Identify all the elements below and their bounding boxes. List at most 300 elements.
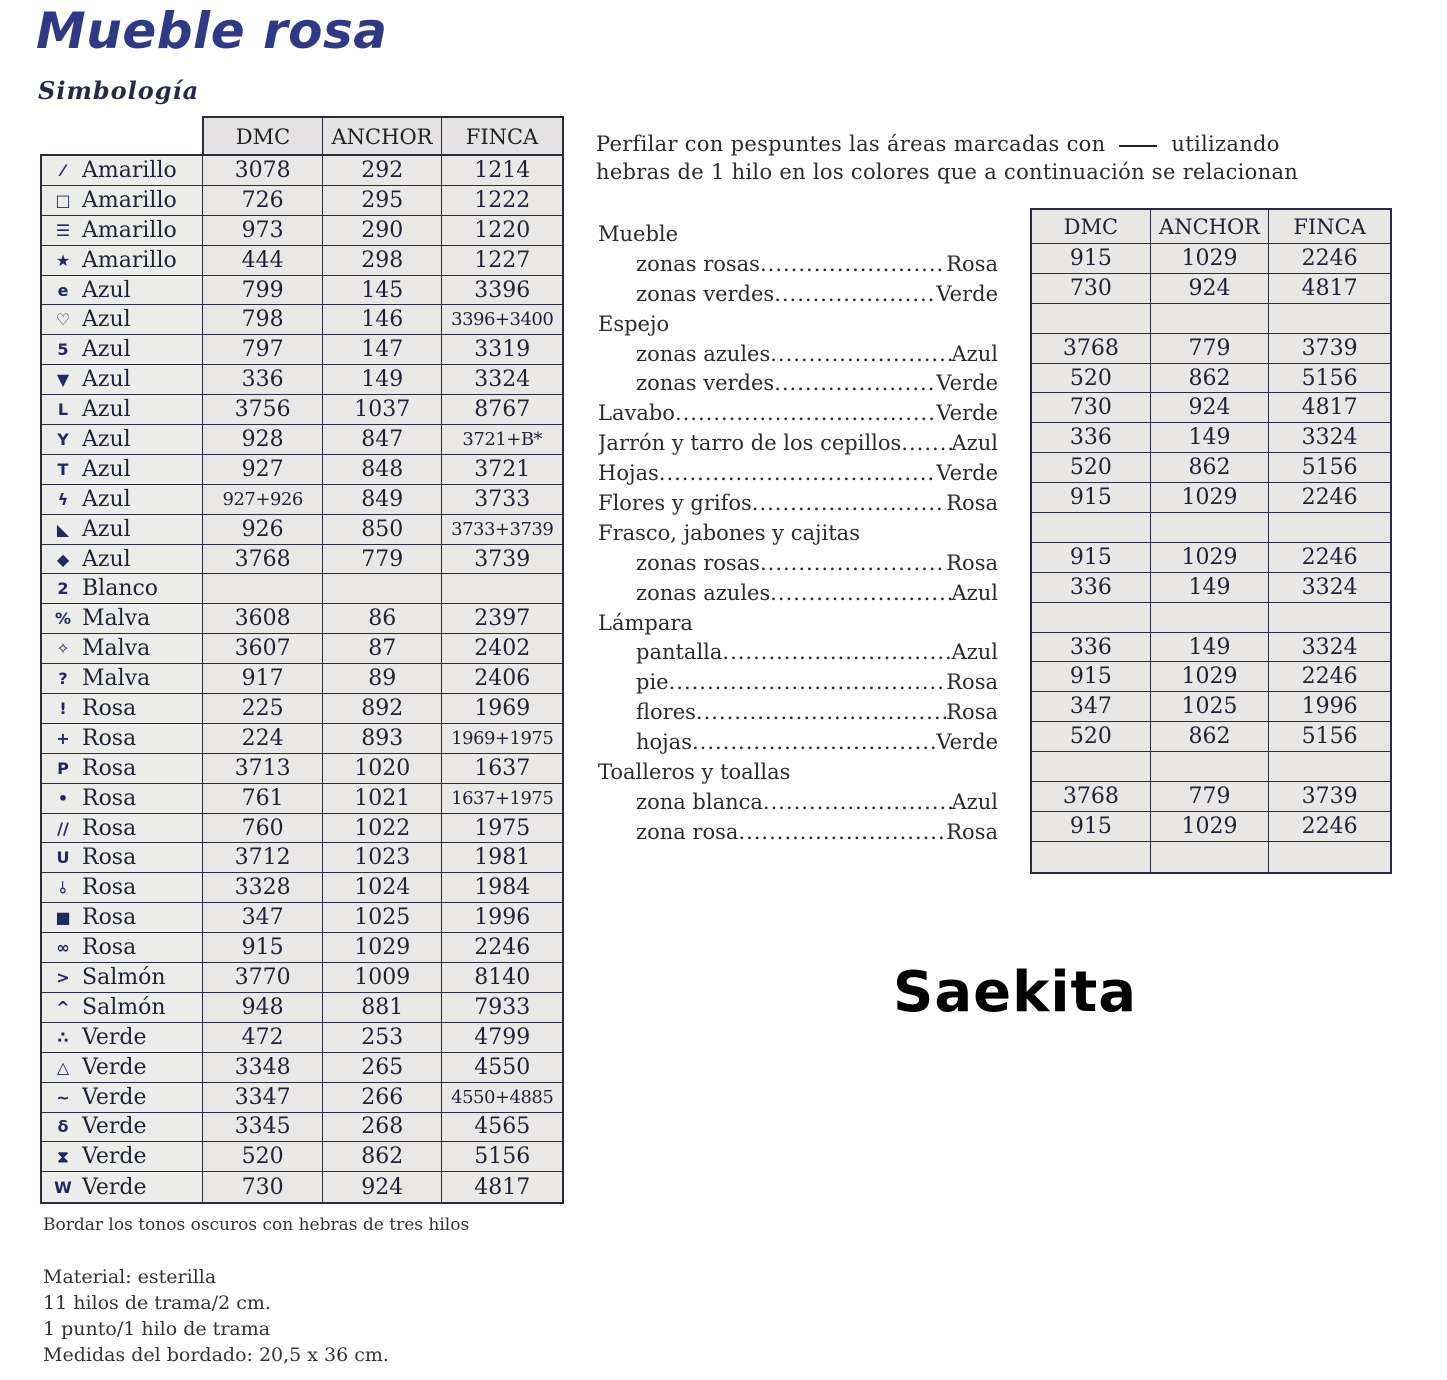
part-name: Flores y grifos [598,491,752,516]
table-row [1032,573,1390,603]
finca-cell: 5156 [1301,365,1358,391]
table-row [1032,812,1390,842]
anchor-cell: 1029 [323,933,443,962]
finca-cell: 5156 [1301,724,1358,750]
symbol-label [42,754,203,783]
dmc-cell: 3078 [203,156,323,185]
finca-cell: 2402 [442,634,562,663]
finca-cell: 1975 [442,814,562,843]
anchor-cell [1151,752,1270,781]
symbol-label [42,395,203,424]
symbol-label [42,1172,203,1202]
intro-text-b: utilizando [1171,132,1280,156]
anchor-cell: 89 [323,664,443,693]
part-name: zonas rosas [636,251,760,276]
table-row [1032,692,1390,722]
anchor-cell: 1020 [323,754,443,783]
table-row [42,246,562,276]
finca-cell: 1222 [442,186,562,215]
table-row [42,664,562,694]
leader-dots [696,698,946,728]
table-row [42,216,562,246]
leader-dots [770,340,951,370]
part-color: Rosa [946,550,998,575]
part-name: zona rosa [636,819,739,844]
color-table-header [1032,210,1390,244]
dmc-cell: 3756 [203,395,323,424]
dmc-cell: 915 [203,933,323,962]
color-name: Malva [82,636,151,662]
table-row [1032,603,1390,633]
dmc-cell: 917 [203,664,323,693]
anchor-cell: 849 [323,485,443,514]
finca-cell: 2246 [1301,485,1358,511]
header-dmc: DMC [204,118,323,154]
list-item [598,519,998,549]
color-table-body [1032,244,1390,872]
symbol-label [42,335,203,364]
list-item [598,818,998,848]
color-name: Verde [82,1174,147,1200]
dmc-cell: 336 [1032,573,1151,602]
anchor-cell [1151,842,1270,872]
anchor-cell: 924 [1151,274,1270,303]
letter-y-icon: Y [57,429,69,449]
table-row [42,425,562,455]
color-name: Salmón [82,994,166,1020]
dmc-cell: 798 [203,305,323,334]
dmc-cell: 3347 [203,1083,323,1112]
list-item [598,459,998,489]
finca-cell: 8140 [442,963,562,992]
anchor-cell: 893 [323,724,443,753]
notes [43,1217,469,1368]
leader-dots [760,549,946,579]
finca-cell: 2406 [442,664,562,693]
table-row [1032,543,1390,573]
dmc-cell: 336 [203,365,323,394]
digit-2-icon: 2 [57,579,69,599]
anchor-cell: 779 [323,545,443,574]
part-group: Espejo [598,311,670,336]
symbol-label [42,156,203,185]
dmc-cell: 520 [203,1142,323,1171]
list-item [598,728,998,758]
digit-5-icon: 5 [57,340,69,360]
part-name: Lavabo [598,401,675,426]
symbol-label [42,604,203,633]
infinity-icon: ∞ [56,938,70,958]
color-name: Amarillo [82,247,177,273]
slash-icon: ⁄ [61,160,65,180]
dmc-cell: 3608 [203,604,323,633]
finca-cell: 3324 [1301,425,1358,451]
triangle-outline-icon: △ [56,1057,70,1077]
part-color: Azul [951,789,998,814]
header-dmc: DMC [1032,210,1151,243]
finca-cell: 4817 [1301,275,1358,301]
lightning-icon: ϟ [57,489,69,509]
symbol-table-header [202,116,564,154]
finca-cell: 3739 [1301,784,1358,810]
color-name: Azul [82,277,131,303]
dmc-cell: 927 [203,455,323,484]
finca-cell: 1227 [442,246,562,275]
table-row [42,485,562,515]
color-name: Azul [82,456,131,482]
finca-cell: 1220 [442,216,562,245]
finca-cell: 3733 [442,485,562,514]
dmc-cell: 472 [203,1023,323,1052]
exclamation-icon: ! [59,698,67,718]
finca-cell: 4817 [442,1172,562,1202]
anchor-cell: 1024 [323,873,443,902]
filled-square-icon: ■ [55,908,71,928]
diamond-icon: ◆ [56,549,70,569]
table-row [42,993,562,1023]
anchor-cell: 1022 [323,814,443,843]
table-row [1032,842,1390,872]
note-stitch: 1 punto/1 hilo de trama [43,1318,271,1340]
finca-cell: 3396 [442,276,562,305]
part-name: zonas azules [636,580,771,605]
anchor-cell: 265 [323,1053,443,1082]
note-size: Medidas del bordado: 20,5 x 36 cm. [43,1344,389,1366]
table-row [1032,662,1390,692]
anchor-cell: 1029 [1151,662,1270,691]
symbol-label [42,455,203,484]
color-name: Azul [82,397,131,423]
header-finca: FINCA [1293,215,1366,239]
finca-cell [1269,842,1390,872]
finca-cell [1269,304,1390,333]
caret-up-icon: ^ [56,997,70,1017]
anchor-cell: 862 [1151,364,1270,393]
part-group: Mueble [598,222,679,246]
anchor-cell: 149 [1151,423,1270,452]
part-name: zonas verdes [636,281,775,306]
list-item [598,340,998,370]
dmc-cell: 799 [203,276,323,305]
anchor-cell: 1023 [323,843,443,872]
symbol-label [42,694,203,723]
table-row [42,305,562,335]
dmc-cell: 948 [203,993,323,1022]
dmc-cell: 224 [203,724,323,753]
list-item [598,250,998,280]
color-name: Azul [82,546,131,572]
heart-outline-icon: ♡ [55,310,71,330]
header-anchor: ANCHOR [323,118,442,154]
intro-text-a: Perfilar con pespuntes las áreas marcadas con [596,132,1106,156]
symbol-label [42,1053,203,1082]
dmc-cell [1032,842,1151,872]
finca-cell: 3396+3400 [442,305,562,334]
finca-cell [442,574,562,603]
finca-cell: 4550+4885 [442,1083,562,1112]
dmc-cell [1032,752,1151,781]
table-row [1032,633,1390,663]
dmc-cell [1032,603,1151,632]
dmc-cell: 797 [203,335,323,364]
dmc-cell: 3770 [203,963,323,992]
symbol-label [42,993,203,1022]
anchor-cell: 850 [323,515,443,544]
color-name: Verde [82,1114,147,1140]
anchor-cell: 848 [323,455,443,484]
part-color: Azul [951,640,998,665]
plus-icon: + [56,728,70,748]
symbol-label [42,814,203,843]
dmc-cell: 915 [1032,543,1151,572]
question-mark-icon: ? [58,669,68,689]
dmc-cell: 3348 [203,1053,323,1082]
color-name: Rosa [82,725,137,751]
color-name: Amarillo [82,187,177,213]
finca-cell: 4550 [442,1053,562,1082]
anchor-cell: 149 [1151,573,1270,602]
dmc-cell: 336 [1032,423,1151,452]
table-row [42,1113,562,1143]
header-finca: FINCA [465,125,539,149]
dmc-cell: 928 [203,425,323,454]
finca-cell: 5156 [442,1142,562,1171]
anchor-cell: 1029 [1151,543,1270,572]
finca-cell: 1969 [442,694,562,723]
section-title-symbology: Simbología [38,76,200,105]
table-row [42,694,562,724]
anchor-cell: 147 [323,335,443,364]
list-item [598,638,998,668]
anchor-cell: 1029 [1151,244,1270,273]
anchor-cell: 149 [323,365,443,394]
pin-icon: ⫰ [59,877,67,897]
dmc-cell: 915 [1032,483,1151,512]
color-name: Rosa [82,845,137,871]
part-color: Azul [951,431,998,456]
triple-bar-icon: ☰ [55,220,71,240]
leader-dots [774,369,936,399]
list-item [598,579,998,609]
finca-cell: 2246 [1301,813,1358,839]
dmc-cell: 726 [203,186,323,215]
part-group: Lámpara [598,610,693,635]
leader-dots [722,638,951,668]
symbol-label [42,903,203,932]
anchor-cell: 268 [323,1113,443,1142]
finca-cell: 1637+1975 [442,784,562,813]
table-row [42,933,562,963]
symbol-label [42,485,203,514]
finca-cell: 8767 [442,395,562,424]
anchor-cell: 87 [323,634,443,663]
color-name: Rosa [82,905,137,931]
finca-cell: 3739 [442,545,562,574]
dmc-cell: 3713 [203,754,323,783]
finca-cell: 3739 [1301,335,1358,361]
finca-cell: 2246 [442,933,562,962]
anchor-cell: 266 [323,1083,443,1112]
table-row [42,276,562,306]
dmc-cell: 730 [1032,393,1151,422]
list-item [598,280,998,310]
table-row [1032,274,1390,304]
symbol-label [42,246,203,275]
dmc-cell: 761 [203,784,323,813]
anchor-cell: 86 [323,604,443,633]
table-row [42,963,562,993]
triangle-down-icon: ▼ [56,370,70,390]
finca-cell: 2246 [1301,664,1358,690]
intro-text-line2: hebras de 1 hilo en los colores que a continuación se relacionan [596,160,1299,184]
part-color: Rosa [946,251,998,276]
table-row [42,724,562,754]
anchor-cell: 847 [323,425,443,454]
delta-icon: δ [57,1117,69,1137]
finca-cell: 1214 [442,156,562,185]
leader-dots [675,399,936,429]
symbol-label [42,186,203,215]
color-name: Salmón [82,964,166,990]
right-triangle-icon: ◣ [56,519,70,539]
list-item [598,698,998,728]
dmc-cell: 3345 [203,1113,323,1142]
part-color: Verde [936,281,998,306]
anchor-cell: 253 [323,1023,443,1052]
color-name: Malva [82,666,151,692]
list-item [598,609,998,639]
color-name: Azul [82,516,131,542]
table-row [1032,244,1390,274]
letter-p-icon: P [57,758,69,778]
dmc-cell: 915 [1032,244,1151,273]
finca-cell [1269,513,1390,542]
anchor-cell [1151,603,1270,632]
finca-cell: 3319 [442,335,562,364]
part-name: zonas verdes [636,371,775,396]
dmc-cell: 3712 [203,843,323,872]
finca-cell [1269,603,1390,632]
list-item [598,758,998,788]
letter-u-icon: U [56,848,70,868]
table-row [1032,782,1390,812]
table-row [1032,483,1390,513]
dmc-cell: 3607 [203,634,323,663]
greater-than-icon: > [56,967,70,987]
leader-dots [752,489,946,519]
leader-dots [659,459,937,489]
table-row [1032,752,1390,782]
table-row [1032,304,1390,334]
dmc-cell: 3768 [203,545,323,574]
dmc-cell: 3768 [1032,782,1151,811]
table-row [42,814,562,844]
symbol-label [42,545,203,574]
symbol-label [42,724,203,753]
dmc-cell: 520 [1032,453,1151,482]
part-color: Verde [936,461,998,486]
table-row [1032,453,1390,483]
finca-cell: 2246 [1301,544,1358,570]
anchor-cell: 146 [323,305,443,334]
finca-cell: 1981 [442,843,562,872]
note-material: Material: esterilla [43,1266,217,1288]
dmc-cell: 444 [203,246,323,275]
list-item [598,668,998,698]
color-name: Azul [82,486,131,512]
dmc-cell [1032,304,1151,333]
symbol-label [42,1023,203,1052]
anchor-cell: 924 [323,1172,443,1202]
symbol-label [42,1083,203,1112]
part-name: zona blanca [636,789,763,814]
leader-dots [692,728,936,758]
anchor-cell: 924 [1151,393,1270,422]
table-row [42,873,562,903]
table-row [42,545,562,575]
double-slash-icon: // [57,818,69,838]
table-row [42,634,562,664]
list-item [598,489,998,519]
leader-dots [763,788,952,818]
anchor-cell: 292 [323,156,443,185]
part-group: Frasco, jabones y cajitas [598,520,860,545]
anchor-cell: 298 [323,246,443,275]
color-name: Rosa [82,695,137,721]
list-item [598,310,998,340]
square-outline-icon: □ [55,190,71,210]
note-threads: Bordar los tonos oscuros con hebras de tres hilos [43,1215,470,1235]
list-item [598,220,998,250]
color-name: Verde [82,1054,147,1080]
part-name: pantalla [636,640,723,665]
part-color: Azul [951,580,998,605]
color-name: Azul [82,367,131,393]
symbol-label [42,634,203,663]
dmc-cell: 347 [203,903,323,932]
color-name: Verde [82,1144,147,1170]
finca-cell: 1969+1975 [442,724,562,753]
leader-dots [760,250,946,280]
color-name: Verde [82,1084,147,1110]
part-name: zonas azules [636,341,771,366]
letter-e-icon: e [57,280,69,300]
finca-cell: 5156 [1301,455,1358,481]
symbol-label [42,515,203,544]
part-color: Rosa [946,491,998,516]
letter-t-icon: T [57,459,69,479]
symbol-label [42,574,203,603]
anchor-cell: 145 [323,276,443,305]
anchor-cell: 1025 [323,903,443,932]
part-color: Rosa [946,700,998,725]
part-color: Verde [936,730,998,755]
color-name: Amarillo [82,157,177,183]
table-row [42,604,562,634]
backstitch-intro [596,130,1396,186]
table-row [42,186,562,216]
symbol-label [42,933,203,962]
finca-cell: 3324 [442,365,562,394]
finca-cell [1269,752,1390,781]
dmc-cell: 927+926 [203,485,323,514]
finca-cell: 1996 [442,903,562,932]
color-name: Azul [82,426,131,452]
symbol-label [42,784,203,813]
four-point-star-icon: ✧ [56,639,70,659]
anchor-cell: 1037 [323,395,443,424]
list-item [598,788,998,818]
